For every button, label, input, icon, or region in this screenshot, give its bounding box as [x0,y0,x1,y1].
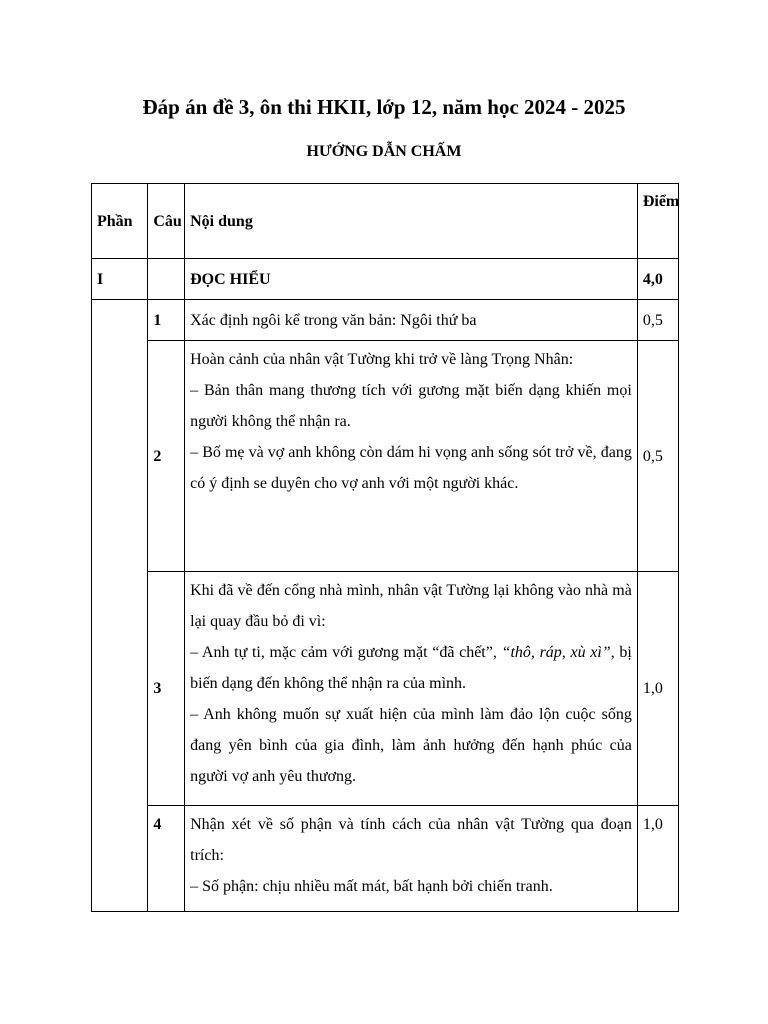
answer-line: Hoàn cảnh của nhân vật Tường khi trở về làng Trọng Nhân: [190,351,574,368]
section-cau [148,259,185,300]
question-score: 0,5 [637,341,678,572]
table-row [92,300,679,341]
document-subtitle: HƯỚNG DẪN CHẤM [306,143,462,160]
document-title: Đáp án đề 3, ôn thi HKII, lớp 12, năm học 2024 - 2025 [142,95,626,119]
table-header-row [92,184,679,259]
header-diem: Điểm [637,184,678,259]
header-noi-dung: Nội dung [185,184,638,259]
section-row [92,259,679,300]
header-phan: Phần [92,184,148,259]
answer-line: – Anh không muốn sự xuất hiện của mình làm đảo lộn cuộc sống đang yên bình của gia đình, làm ảnh hưởng đến hạnh phúc của người vợ anh yêu thương. [190,706,632,785]
question-score: 1,0 [637,572,678,806]
phan-cell-empty [92,300,148,912]
table-row [92,572,679,806]
answer-line: Xác định ngôi kể trong văn bản: Ngôi thứ ba [190,311,477,329]
table-row [92,806,679,912]
question-number: 3 [148,572,185,806]
answer-text: , bị biến dạng đến không thể nhận ra của mình. [190,644,632,692]
question-number: 4 [148,806,185,912]
question-score: 1,0 [637,806,678,912]
answer-text: – Anh tự ti, mặc cảm với gương mặt “đã chết”, [190,644,502,661]
answer-content [185,300,638,341]
question-number: 2 [148,341,185,572]
section-title: ĐỌC HIỂU [185,259,638,300]
table-row [92,341,679,572]
answer-content [185,572,638,806]
answer-content [185,806,638,912]
question-score: 0,5 [637,300,678,341]
grading-table [91,183,679,912]
answer-line: – Bản thân mang thương tích với gương mặt biến dạng khiến mọi người không thể nhận ra. [190,382,632,430]
answer-content [185,341,638,572]
answer-line: – Bố mẹ và vợ anh không còn dám hi vọng anh sống sót trở về, đang có ý định se duyên cho vợ anh với một người khác. [190,444,632,492]
question-number: 1 [148,300,185,341]
section-score: 4,0 [637,259,678,300]
answer-text-italic: “thô, ráp, xù xì” [501,644,611,661]
section-phan: I [92,259,148,300]
answer-line: Nhận xét về số phận và tính cách của nhân vật Tường qua đoạn trích: [190,816,632,864]
answer-line: – Số phận: chịu nhiều mất mát, bất hạnh bởi chiến tranh. [190,878,553,895]
header-cau: Câu [148,184,185,259]
answer-line: Khi đã về đến cổng nhà mình, nhân vật Tường lại không vào nhà mà lại quay đầu bỏ đi vì: [190,582,632,630]
answer-line [190,637,632,699]
